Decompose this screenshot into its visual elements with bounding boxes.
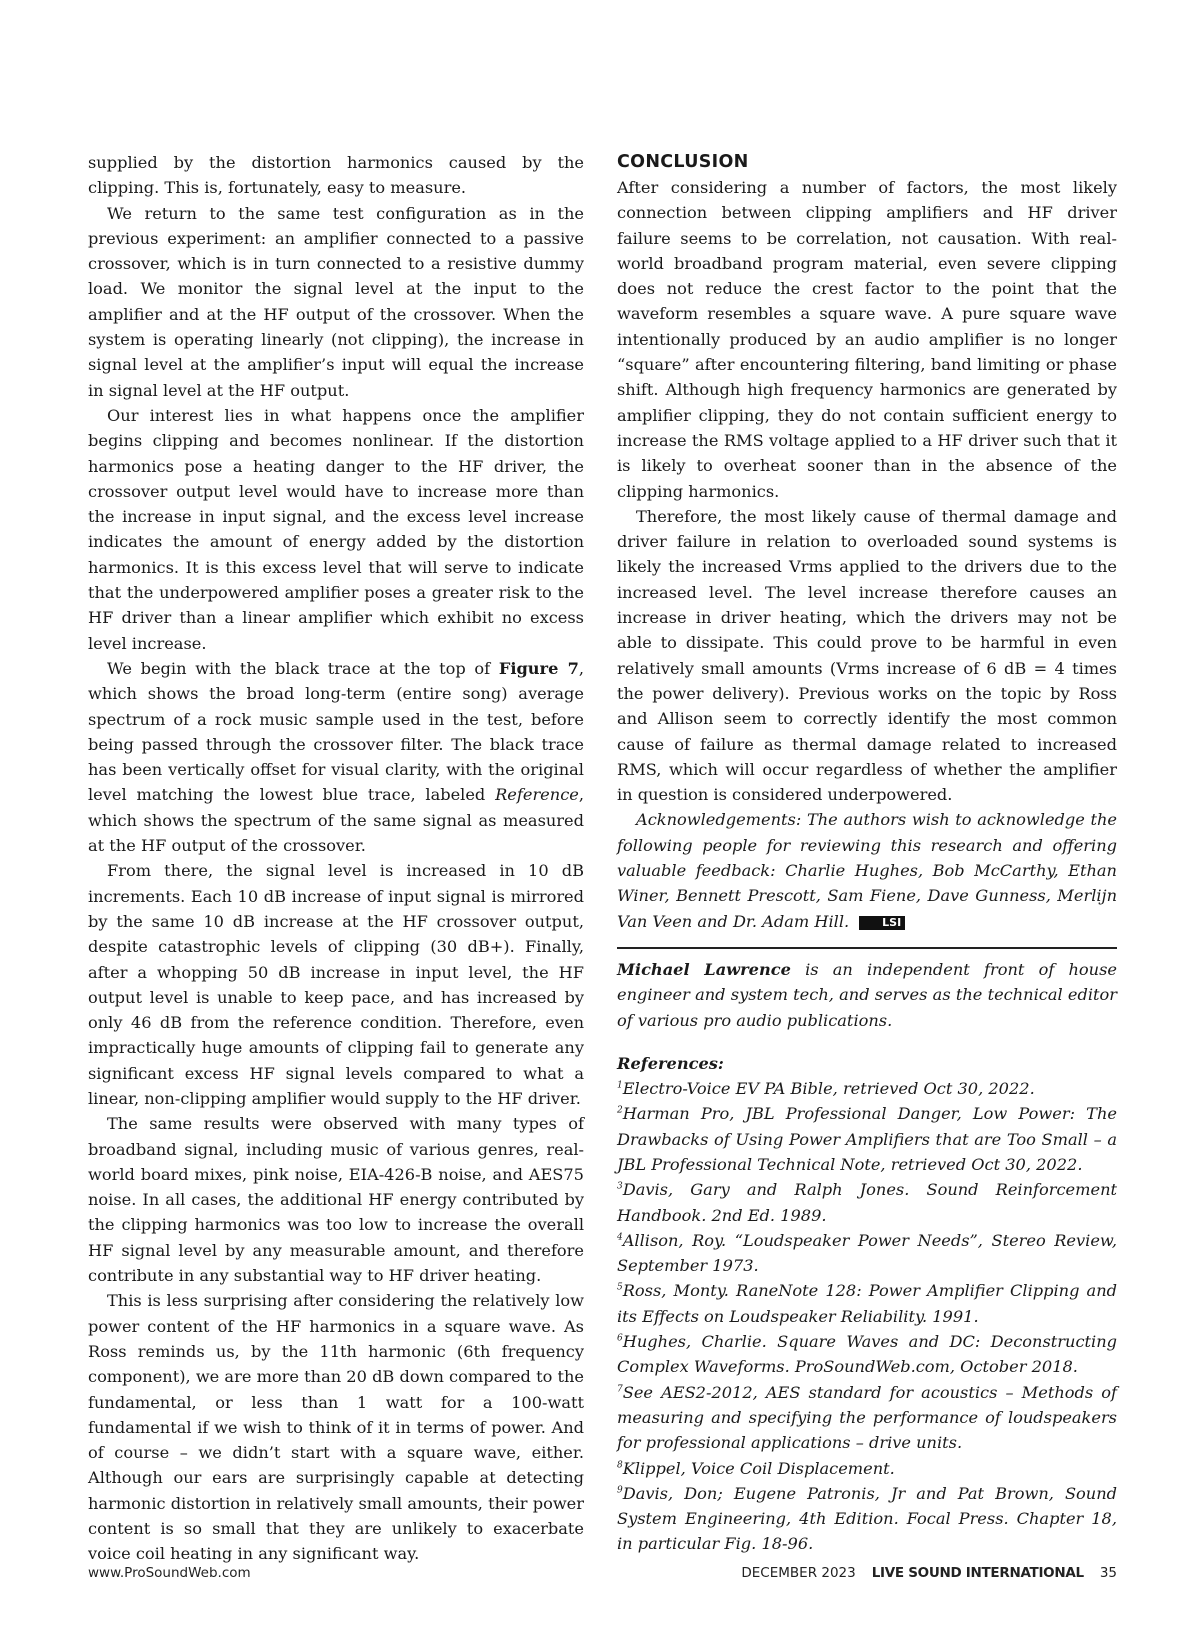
text-run: , which shows the spectrum of the same signal as measured at the HF output of the crossover. [88, 785, 584, 856]
references [617, 1051, 1117, 1557]
author-bio-text: is an independent front of house engineer and system tech, and serves as the technical editor of various pro audio publications. [617, 959, 1117, 1030]
reference-item [617, 1177, 1117, 1228]
reference-number: 9 [617, 1485, 623, 1496]
page-number: 35 [1099, 1565, 1117, 1581]
paragraph: The same results were observed with many types of broadband signal, including music of various genres, real-world board mixes, pink noise, EIA-426-B noise, and AES75 noise. In all cases, the additional HF energy contributed by the clipping harmonics was too low to increase the overall HF signal level by any measurable amount, and therefore contribute in any substantial way to HF driver heating. [88, 1114, 584, 1286]
paragraph: supplied by the distortion harmonics caused by the clipping. This is, fortunately, easy to measure. [88, 153, 584, 198]
author-name: Michael Lawrence [617, 959, 791, 979]
references-heading: References: [617, 1053, 724, 1073]
reference-text: Allison, Roy. “Loudspeaker Power Needs”, Stereo Review, September 1973. [617, 1230, 1117, 1276]
reference-text: See AES2-2012, AES standard for acoustics – Methods of measuring and specifying the performance of loudspeakers for professional applications – drive units. [617, 1382, 1117, 1453]
reference-item [617, 1101, 1117, 1177]
reference-item [617, 1076, 1117, 1101]
footer-magazine: LIVE SOUND INTERNATIONAL [871, 1565, 1084, 1581]
reference-text: Ross, Monty. RaneNote 128: Power Amplifier Clipping and its Effects on Loudspeaker Reliability. 1991. [617, 1281, 1117, 1326]
reference-item [617, 1456, 1117, 1481]
footer-issue: DECEMBER 2023 [741, 1565, 856, 1581]
paragraph: After considering a number of factors, the most likely connection between clipping amplifiers and HF driver failure seems to be correlation, not causation. With real-world broadband program material, even severe clipping does not reduce the crest factor to the point that the waveform resembles a square wave. A pure square wave intentionally produced by an audio amplifier is no longer “square” after encountering filtering, band limiting or phase shift. Although high frequency harmonics are generated by amplifier clipping, they do not contain sufficient energy to increase the RMS voltage applied to a HF driver such that it is likely to overheat sooner than in the absence of the clipping harmonics. [617, 178, 1117, 501]
acknowledgements [617, 807, 1117, 933]
reference-number: 7 [617, 1384, 623, 1395]
reference-number: 2 [617, 1106, 623, 1116]
author-bio [617, 957, 1117, 1033]
reference-text: Hughes, Charlie. Square Waves and DC: Deconstructing Complex Waveforms. ProSoundWeb.com, October 2018. [617, 1332, 1117, 1377]
end-mark-badge: LSI [859, 916, 905, 930]
paragraph: Our interest lies in what happens once the amplifier begins clipping and becomes nonlinear. If the distortion harmonics pose a heating danger to the HF driver, the crossover output level would have to increase more than the increase in input signal, and the excess level increase indicates the amount of energy added by the distortion harmonics. It is this excess level that will serve to indicate that the underpowered amplifier poses a greater risk to the HF driver than a linear amplifier which exhibit no excess level increase. [88, 405, 584, 653]
reference-number: 1 [617, 1080, 623, 1091]
reference-item [617, 1278, 1117, 1329]
reference-text: Klippel, Voice Coil Displacement. [622, 1458, 895, 1478]
reference-number: 8 [617, 1460, 623, 1471]
reference-number: 5 [617, 1283, 623, 1294]
reference-item [617, 1228, 1117, 1279]
paragraph: We return to the same test configuration as in the previous experiment: an amplifier connected to a passive crossover, which is in turn connected to a resistive dummy load. We monitor the signal level at the input to the amplifier and at the HF output of the crossover. When the system is operating linearly (not clipping), the increase in signal level at the amplifier’s input will equal the increase in signal level at the HF output. [88, 203, 584, 400]
reference-label: Reference [495, 785, 579, 805]
left-column [88, 150, 584, 1567]
reference-text: Davis, Gary and Ralph Jones. Sound Reinforcement Handbook. 2nd Ed. 1989. [617, 1180, 1117, 1225]
text-run: We begin with the black trace at the top of [107, 658, 499, 678]
divider [617, 947, 1117, 949]
reference-text: Harman Pro, JBL Professional Danger, Low Power: The Drawbacks of Using Power Amplifiers that are Too Small – a JBL Professional Technical Note, retrieved Oct 30, 2022. [617, 1104, 1117, 1174]
footer-right [741, 1565, 1117, 1581]
reference-text: Davis, Don; Eugene Patronis, Jr and Pat Brown, Sound System Engineering, 4th Edition. Focal Press. Chapter 18, in particular Fig. 18-96. [617, 1483, 1117, 1554]
acknowledgements-text: Acknowledgements: The authors wish to acknowledge the following people for reviewing this research and offering valuable feedback: Charlie Hughes, Bob McCarthy, Ethan Winer, Bennett Prescott, Sam Fiene, Dave Gunness, Merlijn Van Veen and Dr. Adam Hill. [617, 810, 1117, 931]
paragraph: This is less surprising after considering the relatively low power content of the HF harmonics in a square wave. As Ross reminds us, by the 11th harmonic (6th frequency component), we are more than 20 dB down compared to the fundamental, or less than 1 watt for a 100-watt fundamental if we wish to think of it in terms of power. And of course – we didn’t start with a square wave, either. Although our ears are surprisingly capable at detecting harmonic distortion in relatively small amounts, their power content is so small that they are unlikely to exacerbate voice coil heating in any significant way. [88, 1291, 584, 1564]
reference-item [617, 1380, 1117, 1456]
reference-number: 6 [617, 1333, 623, 1344]
paragraph-figure-7 [88, 656, 584, 858]
references-list [617, 1076, 1117, 1557]
reference-item [617, 1329, 1117, 1380]
section-heading: CONCLUSION [617, 152, 749, 172]
right-column [617, 150, 1117, 1557]
reference-number: 3 [617, 1181, 623, 1192]
figure-reference: Figure 7 [498, 658, 579, 678]
paragraph: Therefore, the most likely cause of thermal damage and driver failure in relation to overloaded sound systems is likely the increased Vrms applied to the drivers due to the increased level. The level increase therefore causes an increase in driver heating, which the drivers may not be able to dissipate. This could prove to be harmful in even relatively small amounts (Vrms increase of 6 dB = 4 times the power delivery). Previous works on the topic by Ross and Allison seem to correctly identify the most common cause of failure as thermal damage related to increased RMS, which will occur regardless of whether the amplifier in question is considered underpowered. [617, 506, 1117, 805]
reference-number: 4 [617, 1232, 623, 1243]
reference-item [617, 1481, 1117, 1557]
reference-text: Electro-Voice EV PA Bible, retrieved Oct 30, 2022. [622, 1079, 1035, 1099]
text-run: , which shows the broad long-term (entire song) average spectrum of a rock music sample used in the test, before being passed through the crossover filter. The black trace has been vertically offset for visual clarity, with the original level matching the lowest blue trace, labeled [88, 658, 584, 805]
paragraph: From there, the signal level is increased in 10 dB increments. Each 10 dB increase of input signal is mirrored by the same 10 dB increase at the HF crossover output, despite catastrophic levels of clipping (30 dB+). Finally, after a whopping 50 dB increase in input level, the HF output level is unable to keep pace, and has increased by only 46 dB from the reference condition. Therefore, even impractically huge amounts of clipping fail to generate any significant excess HF signal levels compared to what a linear, non-clipping amplifier would supply to the HF driver. [88, 861, 584, 1108]
footer-website: www.ProSoundWeb.com [88, 1565, 251, 1581]
